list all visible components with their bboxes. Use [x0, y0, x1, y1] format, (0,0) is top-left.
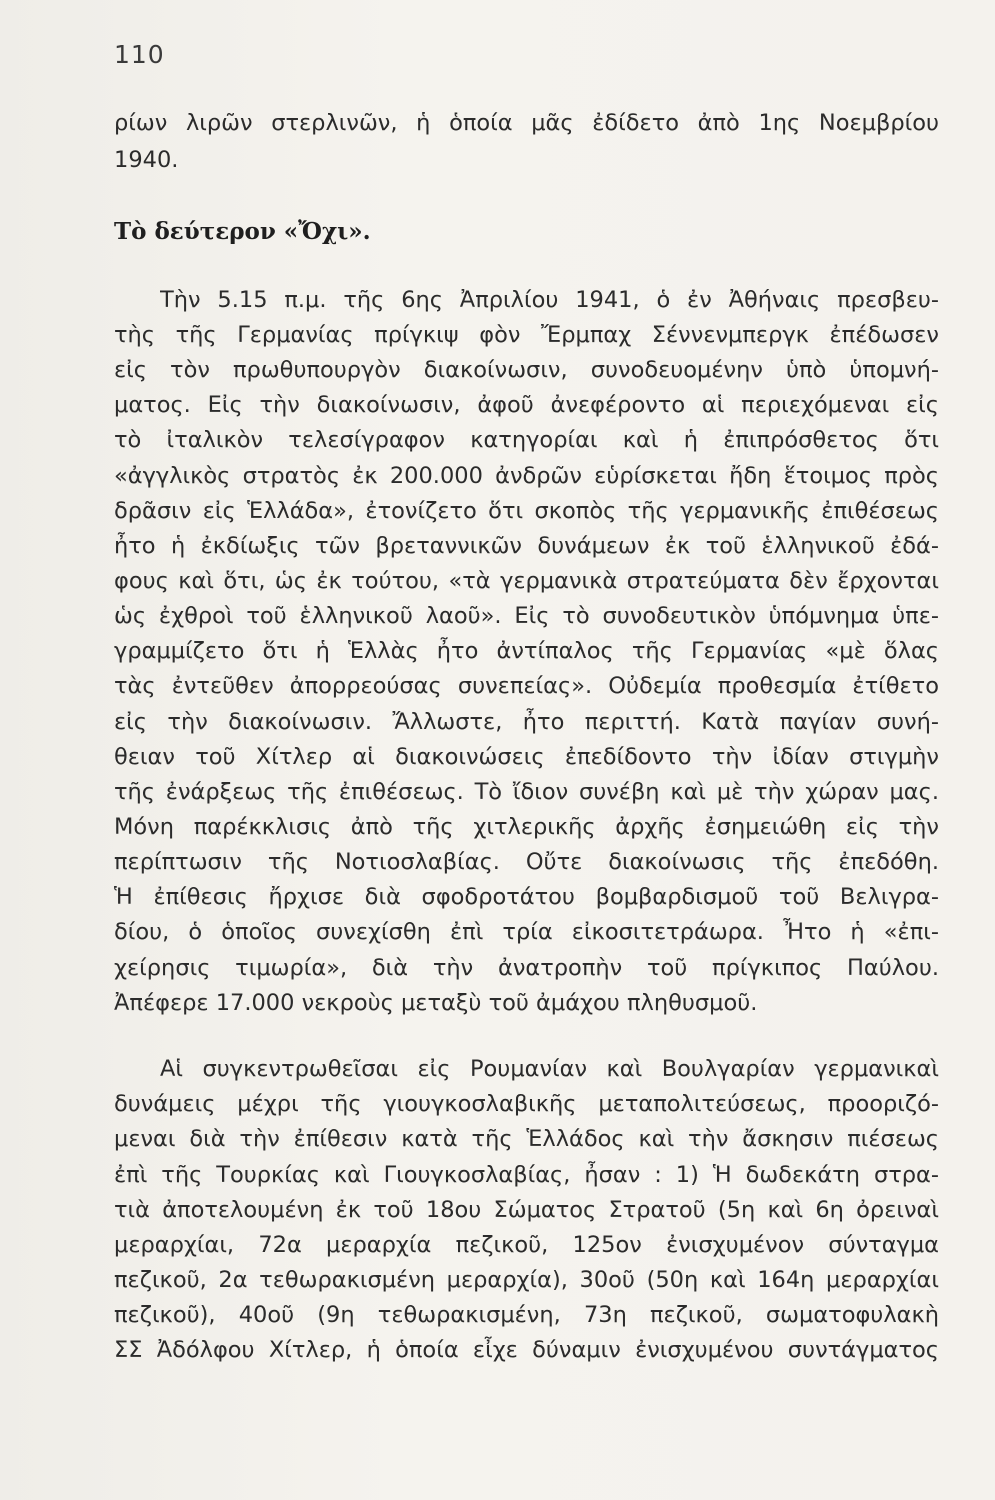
p1-line-11: γραμμίζετο ὅτι ἡ Ἑλλὰς ἦτο ἀντίπαλος τῆς Γερμανίας «μὲ ὅλας	[114, 638, 939, 664]
p1-line-21: Ἀπέφερε 17.000 νεκροὺς μεταξὺ τοῦ ἀμάχου πληθυσμοῦ.	[114, 990, 758, 1016]
p1-line-17: περίπτωσιν τῆς Νοτιοσλαβίας. Οὔτε διακοίνωσις τῆς ἐπεδόθη.	[114, 849, 939, 875]
section-heading: Τὸ δεύτερον «Ὄχι».	[114, 218, 371, 245]
p1-line-14: θειαν τοῦ Χίτλερ αἱ διακοινώσεις ἐπεδίδοντο τὴν ἰδίαν στιγμὴν	[114, 744, 939, 770]
p1-line-19: δίου, ὁ ὁποῖος συνεχίσθη ἐπὶ τρία εἰκοσιτετράωρα. Ἦτο ἡ «ἐπι-	[114, 919, 939, 945]
p2-line-2: δυνάμεις μέχρι τῆς γιουγκοσλαβικῆς μεταπολιτεύσεως, προοριζό-	[114, 1091, 939, 1117]
p1-line-7: δρᾶσιν εἰς Ἑλλάδα», ἐτονίζετο ὅτι σκοπὸς τῆς γερμανικῆς ἐπιθέσεως	[114, 498, 939, 524]
p1-line-18: Ἡ ἐπίθεσις ἤρχισε διὰ σφοδροτάτου βομβαρδισμοῦ τοῦ Βελιγρα-	[114, 884, 939, 910]
p2-line-1: Αἱ συγκεντρωθεῖσαι εἰς Ρουμανίαν καὶ Βουλγαρίαν γερμανικαὶ	[160, 1056, 939, 1082]
p1-line-3: εἰς τὸν πρωθυπουργὸν διακοίνωσιν, συνοδευομένην ὑπὸ ὑπομνή-	[114, 357, 939, 383]
p1-line-1: Τὴν 5.15 π.μ. τῆς 6ης Ἀπριλίου 1941, ὁ ἐν Ἀθήναις πρεσβευ-	[160, 287, 939, 313]
p1-line-8: ἦτο ἡ ἐκδίωξις τῶν βρεταννικῶν δυνάμεων ἐκ τοῦ ἑλληνικοῦ ἐδά-	[114, 533, 939, 559]
p1-line-12: τὰς ἐντεῦθεν ἀπορρεούσας συνεπείας». Οὐδεμία προθεσμία ἐτίθετο	[114, 673, 939, 699]
p1-line-6: «ἀγγλικὸς στρατὸς ἐκ 200.000 ἀνδρῶν εὑρίσκεται ἤδη ἕτοιμος πρὸς	[114, 463, 939, 489]
page-number: 110	[114, 40, 165, 69]
p2-line-5: τιὰ ἀποτελουμένη ἐκ τοῦ 18ου Σώματος Στρατοῦ (5η καὶ 6η ὀρειναὶ	[114, 1197, 939, 1223]
p1-line-13: εἰς τὴν διακοίνωσιν. Ἄλλωστε, ἦτο περιττή. Κατὰ παγίαν συνή-	[114, 709, 939, 735]
p2-line-4: ἐπὶ τῆς Τουρκίας καὶ Γιουγκοσλαβίας, ἦσαν : 1) Ἡ δωδεκάτη στρα-	[114, 1162, 939, 1188]
p1-line-16: Μόνη παρέκκλισις ἀπὸ τῆς χιτλερικῆς ἀρχῆς ἐσημειώθη εἰς τὴν	[114, 814, 939, 840]
p2-line-9: ΣΣ Ἀδόλφου Χίτλερ, ἡ ὁποία εἶχε δύναμιν ἐνισχυμένου συντάγματος	[114, 1337, 939, 1363]
p1-line-2: τὴς τῆς Γερμανίας πρίγκιψ φὸν Ἔρμπαχ Σέννενμπεργκ ἐπέδωσεν	[114, 322, 939, 348]
p1-line-4: ματος. Εἰς τὴν διακοίνωσιν, ἀφοῦ ἀνεφέροντο αἱ περιεχόμεναι εἰς	[114, 392, 939, 418]
p2-line-8: πεζικοῦ), 40οῦ (9η τεθωρακισμένη, 73η πεζικοῦ, σωματοφυλακὴ	[114, 1302, 939, 1328]
p1-line-10: ὡς ἐχθροὶ τοῦ ἑλληνικοῦ λαοῦ». Εἰς τὸ συνοδευτικὸν ὑπόμνημα ὑπε-	[114, 603, 939, 629]
p1-line-20: χείρησις τιμωρία», διὰ τὴν ἀνατροπὴν τοῦ πρίγκιπος Παύλου.	[114, 955, 939, 981]
p2-line-6: μεραρχίαι, 72α μεραρχία πεζικοῦ, 125ον ἐνισχυμένον σύνταγμα	[114, 1232, 939, 1258]
p1-line-5: τὸ ἰταλικὸν τελεσίγραφον κατηγορίαι καὶ ἡ ἐπιπρόσθετος ὅτι	[114, 427, 939, 453]
p2-line-3: μεναι διὰ τὴν ἐπίθεσιν κατὰ τῆς Ἑλλάδος καὶ τὴν ἄσκησιν πιέσεως	[114, 1126, 939, 1152]
p1-line-15: τῆς ἐνάρξεως τῆς ἐπιθέσεως. Τὸ ἴδιον συνέβη καὶ μὲ τὴν χώραν μας.	[114, 779, 939, 805]
intro-line-2: 1940.	[114, 147, 179, 173]
p2-line-7: πεζικοῦ, 2α τεθωρακισμένη μεραρχία), 30οῦ (50η καὶ 164η μεραρχίαι	[114, 1267, 939, 1293]
p1-line-9: φους καὶ ὅτι, ὡς ἐκ τούτου, «τὰ γερμανικὰ στρατεύματα δὲν ἔρχονται	[114, 568, 939, 594]
intro-line-1: ρίων λιρῶν στερλινῶν, ἡ ὁποία μᾶς ἐδίδετο ἀπὸ 1ης Νοεμβρίου	[114, 110, 939, 136]
